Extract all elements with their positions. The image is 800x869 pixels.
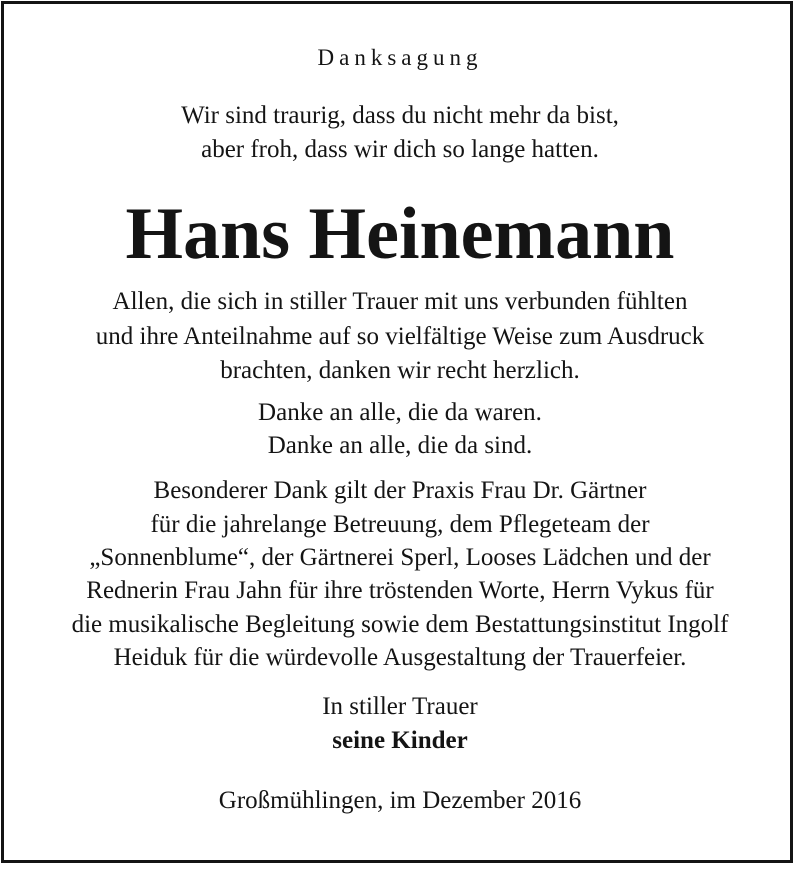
special-thanks-line: die musikalische Begleitung sowie dem Bestattungsinstitut Ingolf bbox=[71, 611, 729, 638]
thanks-line: und ihre Anteilnahme auf so vielfältige Weise zum Ausdruck bbox=[95, 323, 705, 350]
quote-line: Wir sind traurig, dass du nicht mehr da bist, bbox=[181, 102, 619, 129]
thanks-line: Allen, die sich in stiller Trauer mit uns verbunden fühlten bbox=[112, 288, 688, 315]
special-thanks-line: Rednerin Frau Jahn für ihre tröstenden Worte, Herrn Vykus für bbox=[86, 577, 714, 604]
special-thanks-line: Besonderer Dank gilt der Praxis Frau Dr. Gärtner bbox=[153, 477, 647, 504]
thanks-line: brachten, danken wir recht herzlich. bbox=[220, 357, 580, 384]
deceased-name: Hans Heinemann bbox=[125, 193, 675, 275]
notice-heading: Danksagung bbox=[317, 45, 483, 70]
danke-line: Danke an alle, die da waren. bbox=[258, 399, 542, 426]
danke-line: Danke an alle, die da sind. bbox=[267, 432, 533, 459]
special-thanks-line: Heiduk für die würdevolle Ausgestaltung der Trauerfeier. bbox=[113, 644, 687, 671]
mourning-line: In stiller Trauer bbox=[322, 693, 478, 720]
quote-line: aber froh, dass wir dich so lange hatten. bbox=[201, 136, 599, 163]
special-thanks-line: „Sonnenblume“, der Gärtnerei Sperl, Looses Lädchen und der bbox=[89, 544, 711, 571]
place-date: Großmühlingen, im Dezember 2016 bbox=[218, 787, 582, 814]
special-thanks-line: für die jahrelange Betreuung, dem Pflegeteam der bbox=[150, 511, 650, 538]
signature: seine Kinder bbox=[332, 727, 468, 754]
